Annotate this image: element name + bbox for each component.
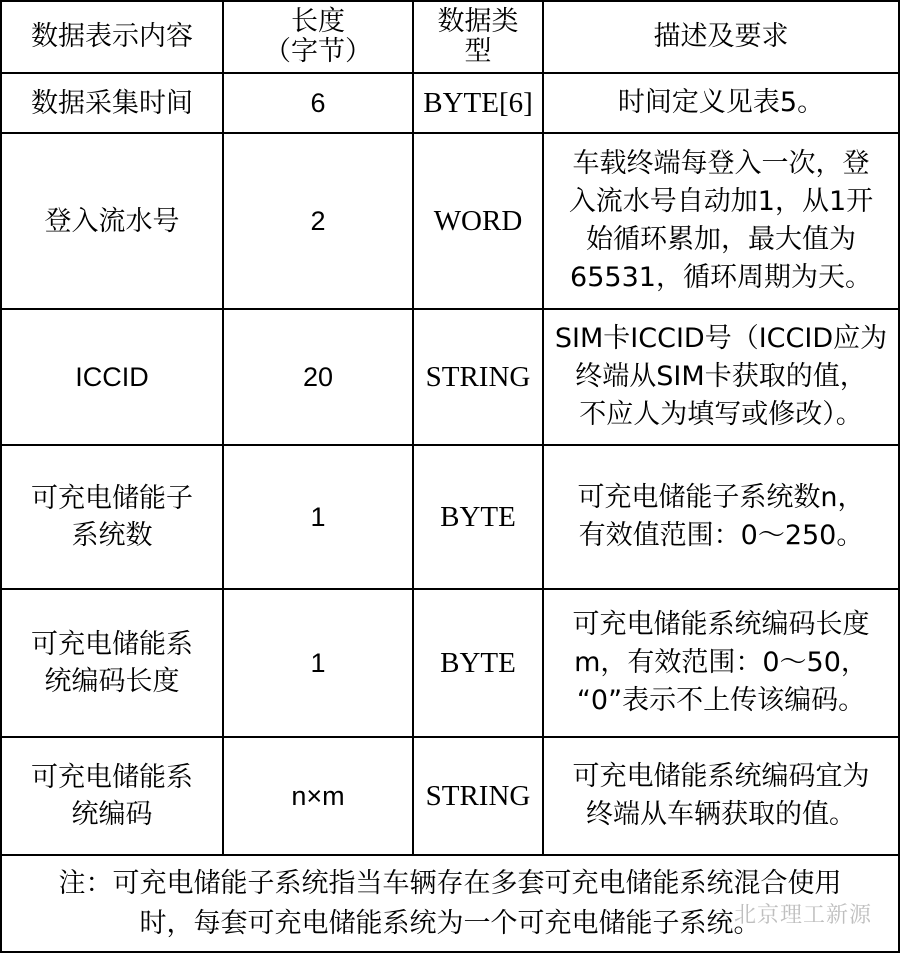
row-description: 时间定义见表5。 (543, 73, 899, 133)
header-length: 长度 （字节） (223, 1, 413, 73)
row-length: 6 (223, 73, 413, 133)
row-description: 可充电储能子系统数n， 有效值范围：0～250。 (543, 445, 899, 589)
row-type: STRING (413, 309, 543, 445)
table-row (1, 589, 899, 737)
row-type: STRING (413, 737, 543, 855)
row-name: 可充电储能子 系统数 (1, 445, 223, 589)
header-type: 数据类 型 (413, 1, 543, 73)
row-description: 可充电储能系统编码宜为 终端从车辆获取的值。 (543, 737, 899, 855)
row-description: 车载终端每登入一次，登 入流水号自动加1，从1开 始循环累加，最大值为 65531，循环周期为天。 (543, 133, 899, 309)
row-length: 2 (223, 133, 413, 309)
row-length: n×m (223, 737, 413, 855)
row-type: BYTE[6] (413, 73, 543, 133)
table-row (1, 309, 899, 445)
row-name: 可充电储能系 统编码 (1, 737, 223, 855)
table-header-row (1, 1, 899, 73)
table-row (1, 133, 899, 309)
row-name: 登入流水号 (1, 133, 223, 309)
row-length: 20 (223, 309, 413, 445)
row-type: BYTE (413, 445, 543, 589)
row-description: 可充电储能系统编码长度 m，有效范围：0～50， “0”表示不上传该编码。 (543, 589, 899, 737)
row-type: BYTE (413, 589, 543, 737)
table-row (1, 73, 899, 133)
row-length: 1 (223, 445, 413, 589)
watermark: 北京理工新源 (733, 903, 872, 928)
table-row (1, 737, 899, 855)
header-content: 数据表示内容 (1, 1, 223, 73)
table-note: 注：可充电储能子系统指当车辆存在多套可充电储能系统混合使用 时，每套可充电储能系统为一个可充电储能子系统。 (1, 855, 899, 952)
row-name: 数据采集时间 (1, 73, 223, 133)
table-row (1, 445, 899, 589)
header-description: 描述及要求 (543, 1, 899, 73)
row-length: 1 (223, 589, 413, 737)
row-name: 可充电储能系 统编码长度 (1, 589, 223, 737)
row-type: WORD (413, 133, 543, 309)
row-description: SIM卡ICCID号（ICCID应为 终端从SIM卡获取的值， 不应人为填写或修改）。 (543, 309, 899, 445)
row-name: ICCID (1, 309, 223, 445)
